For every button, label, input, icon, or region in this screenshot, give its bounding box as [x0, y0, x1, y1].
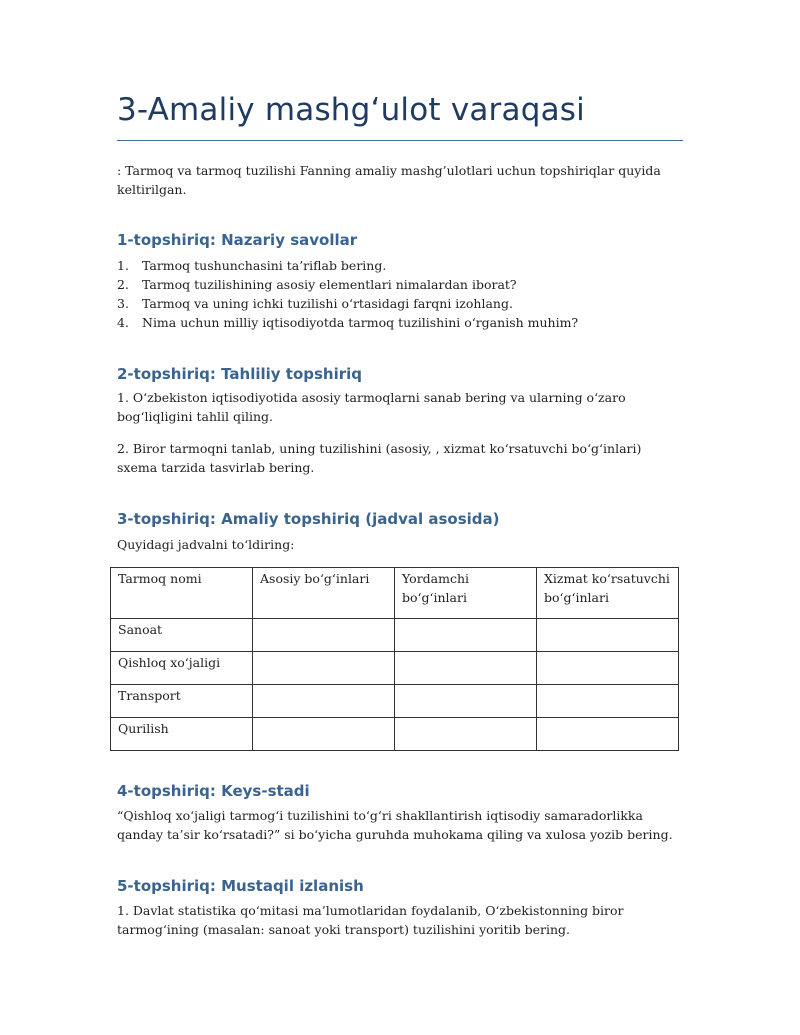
table-cell-blank — [537, 619, 679, 652]
table-row — [111, 718, 679, 751]
table-cell-sector: Qishloq xo‘jaligi — [111, 652, 253, 685]
table-cell-blank — [395, 652, 537, 685]
title-underline — [117, 140, 683, 141]
section-1-heading: 1-topshiriq: Nazariy savollar — [117, 231, 358, 249]
table-row — [111, 652, 679, 685]
table-instruction: Quyidagi jadvalni to‘ldiring: — [117, 537, 295, 552]
list-item — [117, 256, 578, 275]
table-header-cell: Tarmoq nomi — [111, 568, 253, 619]
table-header-row — [111, 568, 679, 619]
table-cell-blank — [537, 718, 679, 751]
list-item-number: 1. — [117, 258, 129, 273]
list-item-number: 3. — [117, 296, 129, 311]
section-4-heading: 4-topshiriq: Keys-stadi — [117, 782, 310, 800]
section-5-heading: 5-topshiriq: Mustaqil izlanish — [117, 877, 364, 895]
section-2-paragraph-2: 2. Biror tarmoqni tanlab, uning tuzilishini (asosiy, , xizmat ko‘rsatuvchi bo‘g‘inlari) sxema tarzida tasvirlab bering. — [117, 441, 642, 475]
table-cell-blank — [395, 685, 537, 718]
table-cell-blank — [253, 652, 395, 685]
list-item — [117, 275, 578, 294]
section-2-paragraph-1: 1. O‘zbekiston iqtisodiyotida asosiy tarmoqlarni sanab bering va ularning o‘zaro bog‘liqligini tahlil qiling. — [117, 390, 626, 424]
list-item-text: Tarmoq va uning ichki tuzilishi o‘rtasidagi farqni izohlang. — [142, 296, 513, 311]
list-item-number: 2. — [117, 277, 129, 292]
table-header-cell: Xizmat ko‘rsatuvchi bo‘g‘inlari — [537, 568, 679, 619]
list-item-text: Tarmoq tuzilishining asosiy elementlari nimalardan iborat? — [142, 277, 517, 292]
section-3-heading: 3-topshiriq: Amaliy topshiriq (jadval asosida) — [117, 510, 500, 528]
table-cell-sector: Transport — [111, 685, 253, 718]
table-cell-blank — [395, 718, 537, 751]
table-row — [111, 685, 679, 718]
table-cell-blank — [537, 652, 679, 685]
table-cell-sector: Sanoat — [111, 619, 253, 652]
page-title: 3-Amaliy mashg‘ulot varaqasi — [117, 92, 585, 128]
case-study-paragraph: “Qishloq xo‘jaligi tarmog‘i tuzilishini to‘g‘ri shakllantirish iqtisodiy samaradorlikka qanday ta’sir ko‘rsatadi?” si bo‘yicha guruhda muhokama qiling va xulosa yozib bering. — [117, 808, 673, 842]
table-row — [111, 619, 679, 652]
table-cell-blank — [395, 619, 537, 652]
list-item-text: Nima uchun milliy iqtisodiyotda tarmoq tuzilishini o‘rganish muhim? — [142, 315, 579, 330]
table-cell-blank — [537, 685, 679, 718]
list-item-text: Tarmoq tushunchasini ta’riflab bering. — [142, 258, 387, 273]
table-cell-blank — [253, 718, 395, 751]
sector-table — [110, 567, 679, 751]
list-item-number: 4. — [117, 315, 129, 330]
list-item — [117, 313, 578, 332]
table-cell-sector: Qurilish — [111, 718, 253, 751]
list-item — [117, 294, 578, 313]
independent-research-paragraph: 1. Davlat statistika qo‘mitasi ma’lumotlaridan foydalanib, O‘zbekistonning biror tarmog‘ining (masalan: sanoat yoki transport) tuzilishini yoritib bering. — [117, 903, 624, 937]
table-header-cell: Asosiy bo‘g‘inlari — [253, 568, 395, 619]
table-cell-blank — [253, 619, 395, 652]
section-2-heading: 2-topshiriq: Tahliliy topshiriq — [117, 365, 363, 383]
table-header-cell: Yordamchi bo‘g‘inlari — [395, 568, 537, 619]
intro-paragraph: : Tarmoq va tarmoq tuzilishi Fanning amaliy mashg’ulotlari uchun topshiriqlar quyida keltirilgan. — [117, 163, 661, 197]
theory-questions-list — [117, 256, 578, 332]
table-cell-blank — [253, 685, 395, 718]
